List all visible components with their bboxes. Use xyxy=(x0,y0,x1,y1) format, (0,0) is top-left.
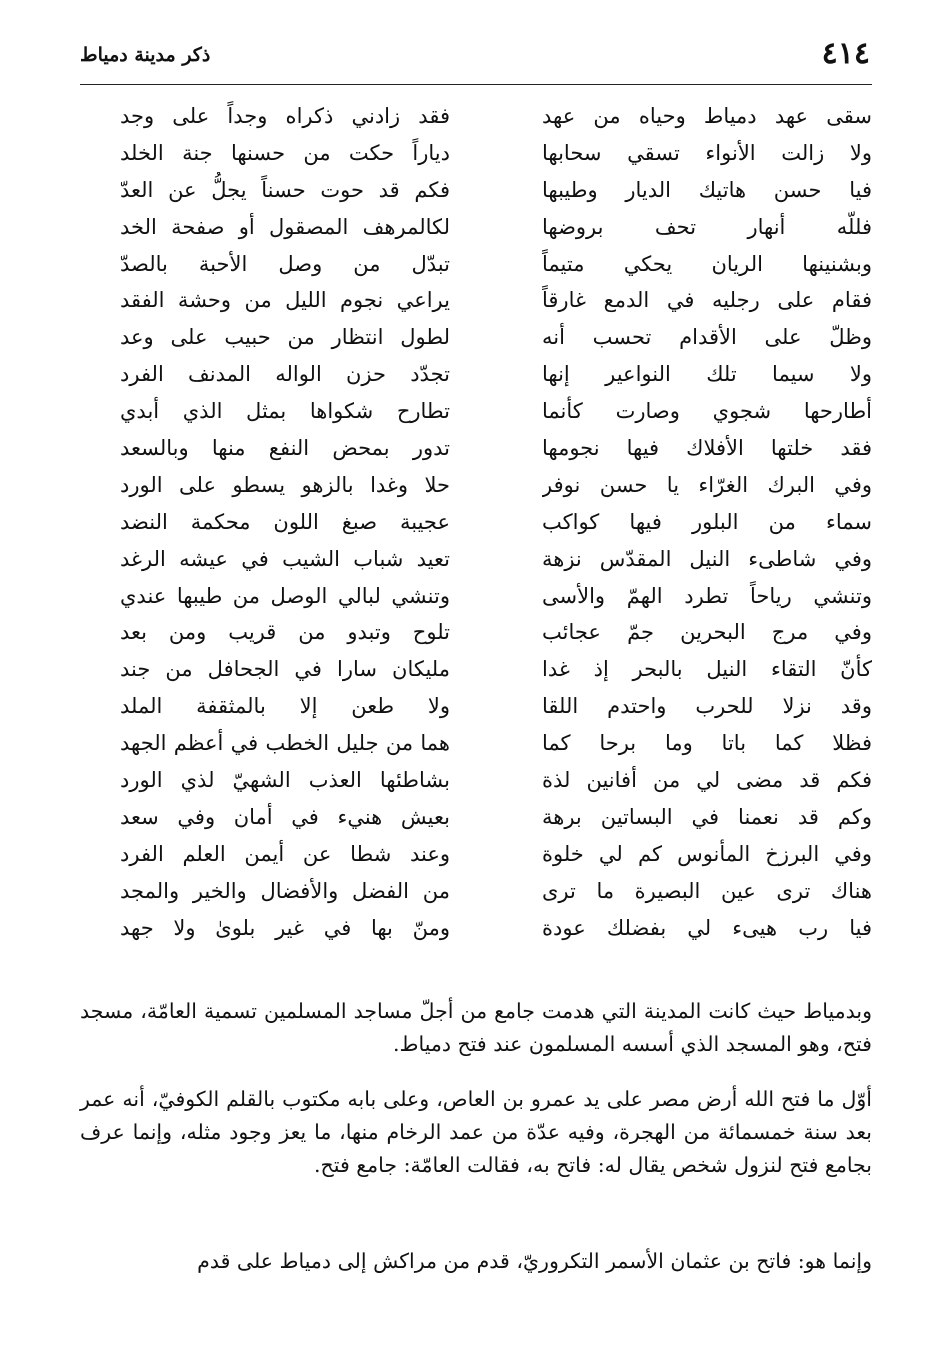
verse-line: بشاطئها العذب الشهيّ لذي الورد xyxy=(120,768,450,793)
verse-line: ولا سيما تلك النواعير إنها xyxy=(542,362,872,387)
verse-line: من الفضل والأفضال والخير والمجد xyxy=(120,878,450,903)
verse-line: فكم قد حوت حسناً يجلُّ عن العدّ xyxy=(120,177,450,202)
verse-line: فيا حسن هاتيك الديار وطيبها xyxy=(542,177,872,202)
verse-line: بعيش هنيء في أمان وفي سعد xyxy=(120,804,450,829)
verse-line: تطارح شكواها بمثل الذي أبدي xyxy=(120,399,450,424)
verse-line: تبدّل من وصل الأحبة بالصدّ xyxy=(120,251,450,276)
verse-line: تجدّد حزن الواله المدنف الفرد xyxy=(120,362,450,387)
verse-line: فقد زادني ذكراه وجداً على وجد xyxy=(120,104,450,128)
poem-right-column xyxy=(542,98,872,946)
poem-left-column xyxy=(120,98,450,946)
verse-line: فقد خلتها الأفلاك فيها نجومها xyxy=(542,436,872,461)
paragraph-text: وإنما هو: فاتح بن عثمان الأسمر التكروريّ، قدم من مراكش إلى دمياط على قدم xyxy=(197,1249,872,1273)
verse-line: سماء من البلور فيها كواكب xyxy=(542,509,872,534)
verse-line: دياراً حكت من حسنها جنة الخلد xyxy=(120,140,450,165)
verse-line: سقى عهد دمياط وحياه من عهد xyxy=(542,104,872,128)
running-title: ذكر مدينة دمياط xyxy=(80,44,211,66)
verse-line: وفي البرك الغرّاء يا حسن نوفر xyxy=(542,472,872,497)
page-header xyxy=(80,36,870,76)
verse-line: وتنشي لبالي الوصل من طيبها عندي xyxy=(120,583,450,608)
verse-line: وتنشي رياحاً تطرد الهمّ والأسى xyxy=(542,583,872,608)
verse-line: فللّه أنهار تحف بروضها xyxy=(542,214,872,239)
verse-line: وكم قد نعمنا في البساتين برهة xyxy=(542,804,872,829)
verse-line: لطول انتظار من حبيب على وعد xyxy=(120,325,450,350)
verse-line: وبشنينها الريان يحكي متيماً xyxy=(542,251,872,276)
paragraph-text: أوّل ما فتح الله أرض مصر على يد عمرو بن العاص، وعلى بابه مكتوب بالقلم الكوفيّ، أنه عمر بعد سنة خمسمائة من الهجرة، وفيه عدّة من عمد الرخام منها، ما يعز وجود مثله، وإنما عرف بجامع فتح لنزول شخص يقال له: فاتح به، فقالت العامّة: جامع فتح. xyxy=(80,1087,872,1177)
verse-line: هناك ترى عين البصيرة ما ترى xyxy=(542,878,872,903)
paragraph-text: وبدمياط حيث كانت المدينة التي هدمت جامع من أجلّ مساجد المسلمين تسمية العامّة، مسجد فتح، وهو المسجد الذي أسسه المسلمون عند فتح دمياط. xyxy=(80,999,872,1056)
verse-line: لكالمرهف المصقول أو صفحة الخد xyxy=(120,214,450,239)
verse-line: حلا وغدا بالزهو يسطو على الورد xyxy=(120,472,450,497)
verse-line: وفي مرج البحرين جمّ عجائب xyxy=(542,620,872,645)
verse-line: ولا زالت الأنواء تسقي سحابها xyxy=(542,140,872,165)
prose-paragraph xyxy=(80,995,872,1061)
verse-line: تعيد شباب الشيب في عيشه الرغد xyxy=(120,546,450,571)
verse-line: فظلا كما باتا وما برحا كما xyxy=(542,731,872,756)
verse-line: وفي البرزخ المأنوس كم لي خلوة xyxy=(542,841,872,866)
verse-line: وفي شاطىء النيل المقدّس نزهة xyxy=(542,546,872,571)
verse-line: أطارحها شجوي وصارت كأنما xyxy=(542,399,872,424)
verse-line: تلوح وتبدو من قريب ومن بعد xyxy=(120,620,450,645)
verse-line: فقام على رجليه في الدمع غارقاً xyxy=(542,288,872,313)
verse-line: مليكان سارا في الجحافل من جند xyxy=(120,657,450,682)
prose-paragraph xyxy=(80,1245,872,1278)
header-rule xyxy=(80,84,872,85)
prose-paragraph xyxy=(80,1083,872,1182)
verse-line: فكم قد مضى لي من أفانين لذة xyxy=(542,768,872,793)
verse-line: كأنّ التقاء النيل بالبحر إذ غدا xyxy=(542,657,872,682)
page-number: ٤١٤ xyxy=(821,36,870,71)
verse-line: تدور بمحض النفع منها وبالسعد xyxy=(120,436,450,461)
verse-line: وقد نزلا للحرب واحتدم اللقا xyxy=(542,694,872,719)
verse-line: وعند شطا عن أيمن العلم الفرد xyxy=(120,841,450,866)
verse-line: وظلّ على الأقدام تحسب أنه xyxy=(542,325,872,350)
verse-line: عجيبة صبغ اللون محكمة النضد xyxy=(120,509,450,534)
poem xyxy=(80,98,872,984)
verse-line: ولا طعن إلا بالمثقفة الملد xyxy=(120,694,450,719)
verse-line: هما من جليل الخطب في أعظم الجهد xyxy=(120,731,450,756)
verse-line: يراعي نجوم الليل من وحشة الفقد xyxy=(120,288,450,313)
verse-line: ومنّ بها في غير بلوىٰ ولا جهد xyxy=(120,915,450,940)
verse-line: فيا رب هيىء لي بفضلك عودة xyxy=(542,915,872,940)
